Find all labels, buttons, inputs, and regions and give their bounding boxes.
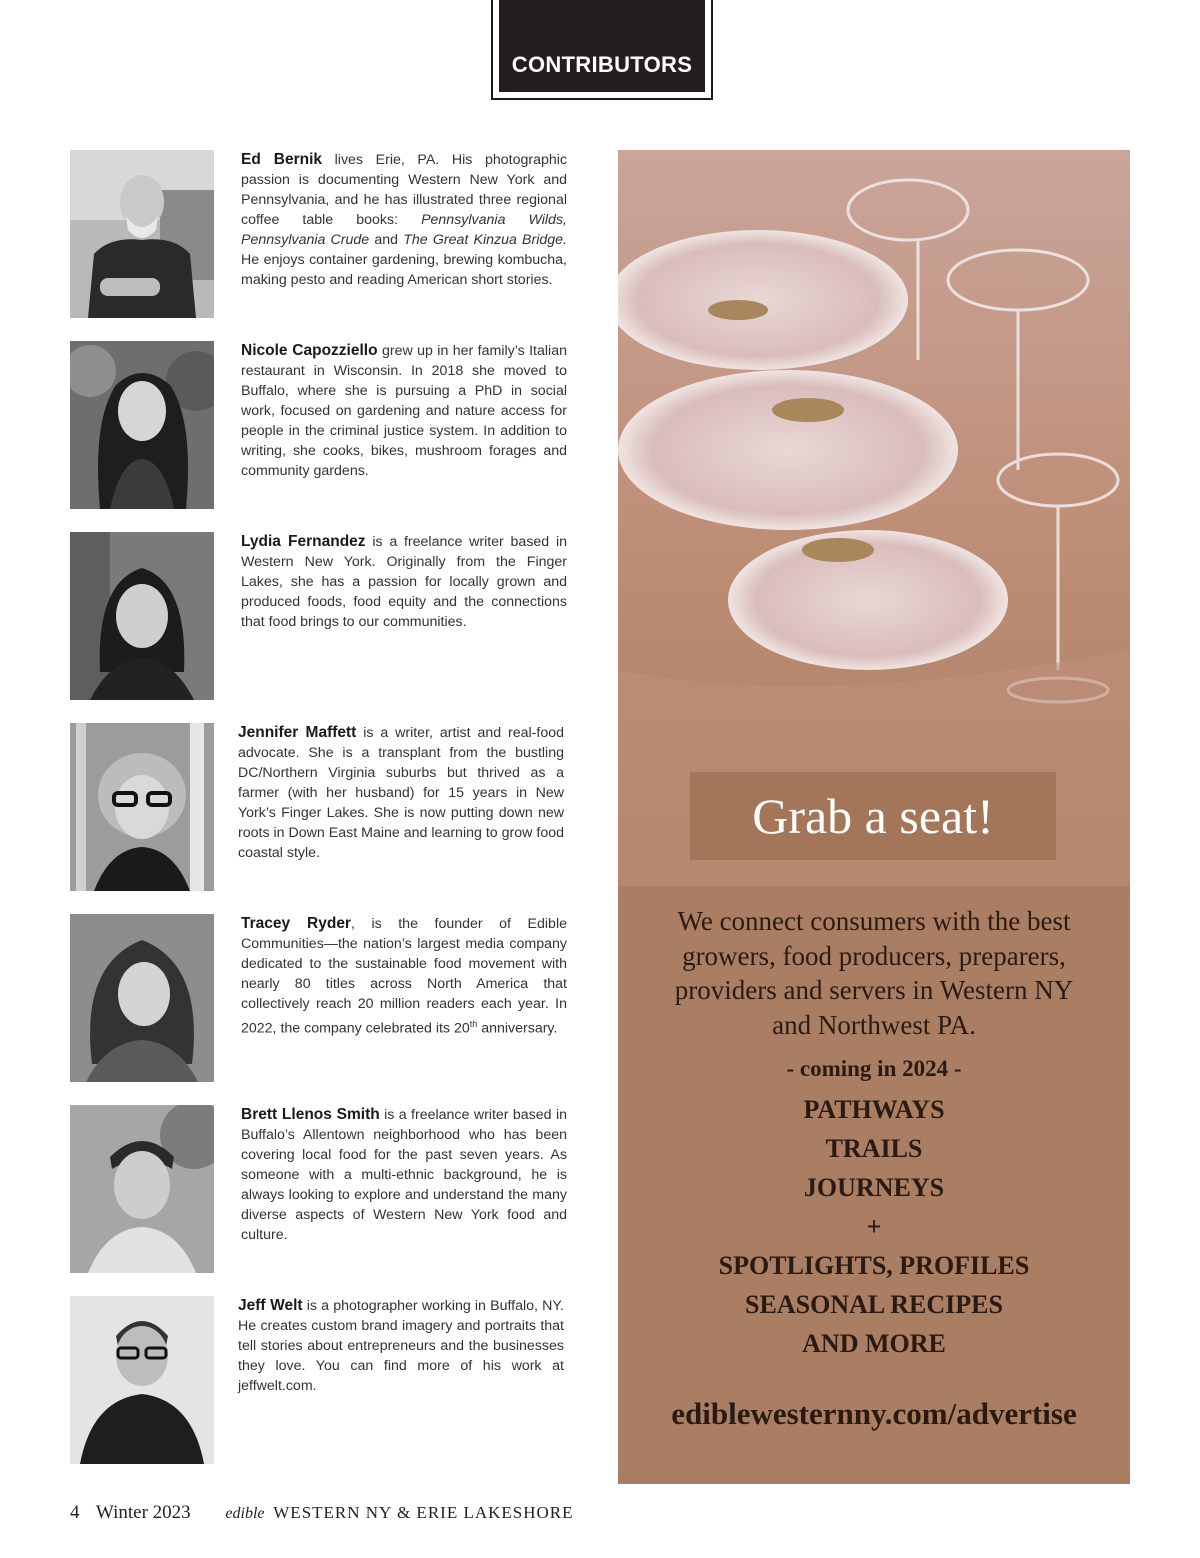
feature-item: + — [866, 1212, 882, 1241]
section-header — [499, 0, 705, 92]
contributor-name: Tracey Ryder — [241, 915, 351, 932]
feature-item: SPOTLIGHTS, PROFILES — [718, 1251, 1030, 1280]
portrait-photo — [70, 914, 214, 1082]
contributor-name: Nicole Capozziello — [241, 342, 378, 359]
contributor-name: Lydia Fernandez — [241, 533, 366, 550]
feature-item: PATHWAYS — [803, 1095, 945, 1124]
advertisement — [618, 150, 1130, 1484]
headline-banner: Grab a seat! — [690, 772, 1056, 860]
section-title: CONTRIBUTORS — [511, 52, 693, 77]
portrait-photo — [70, 1296, 214, 1464]
ad-description: We connect consumers with the best growers, food producers, preparers, providers and servers in Western NY and Northwest PA. — [674, 906, 1074, 1040]
contributor-bio: Jeff Welt is a photographer working in Buffalo, NY. He creates custom brand imagery and portraits that tell stories about entrepreneurs and the businesses they love. You can find more of his work at jeffwelt.com. — [238, 1297, 564, 1394]
feature-item: TRAILS — [825, 1134, 923, 1163]
contributor-name: Ed Bernik — [241, 151, 323, 168]
portrait-photo — [70, 341, 214, 509]
contributor-name: Jeff Welt — [238, 1297, 303, 1314]
feature-item: SEASONAL RECIPES — [745, 1290, 1003, 1319]
contributor-name: Jennifer Maffett — [238, 724, 357, 741]
magazine-name: WESTERN NY & ERIE LAKESHORE — [273, 1503, 574, 1522]
feature-list — [618, 1090, 1130, 1363]
contributor-bio: Tracey Ryder, is the founder of Edible Communities—the nation’s largest media company dedicated to the sustainable food movement with nearly 80 titles across North America that collectively reach 20 million readers each year. In 2022, the company celebrated its 20th anniversary. — [241, 915, 567, 1037]
ad-url-link[interactable]: ediblewesternny.com/advertise — [671, 1396, 1077, 1431]
contributor-bio: Nicole Capozziello grew up in her family’s Italian restaurant in Wisconsin. In 2018 she moved to Buffalo, where she is pursuing a PhD in social work, focused on gardening and nature access for people in the criminal justice system. In addition to writing, she cooks, bikes, mushroom forages and community gardens. — [241, 342, 567, 479]
brand-edible: edible — [225, 1505, 265, 1522]
contributor-bio: Jennifer Maffett is a writer, artist and real-food advocate. She is a transplant from the bustling DC/Northern Virginia suburbs but thrived as a farmer (with her husband) for 15 years in New York’s Finger Lakes. She is now putting down new roots in Down East Maine and learning to grow food coastal style. — [238, 724, 564, 861]
portrait-photo — [70, 723, 214, 891]
feature-item: AND MORE — [802, 1329, 946, 1358]
portrait-photo — [70, 1105, 214, 1273]
page-footer — [70, 1502, 574, 1524]
contributor-bio: Lydia Fernandez is a freelance writer based in Western New York. Originally from the Finger Lakes, she has a passion for locally grown and produced foods, food equity and the connections that food brings to our communities. — [241, 533, 568, 630]
portrait-photo — [70, 150, 214, 318]
contributor-bio: Ed Bernik lives Erie, PA. His photographic passion is documenting Western New York and Pennsylvania, and he has illustrated three regional coffee table books: Pennsylvania Wilds, Pennsylvania Crude and The Great Kinzua Bridge. He enjoys container gardening, brewing kombucha, making pesto and reading American short stories. — [241, 151, 567, 288]
feature-item: JOURNEYS — [803, 1173, 945, 1202]
page-number: 4 — [70, 1502, 80, 1523]
coming-soon-label: - coming in 2024 - — [786, 1056, 962, 1081]
portrait-photo — [70, 532, 214, 700]
contributor-name: Brett Llenos Smith — [241, 1106, 380, 1123]
issue-season: Winter 2023 — [95, 1502, 191, 1523]
ad-text-panel — [618, 886, 1130, 1484]
contributor-bio: Brett Llenos Smith is a freelance writer based in Buffalo’s Allentown neighborhood who has been covering local food for the past seven years. As someone with a multi-ethnic background, he is always looking to explore and understand the many diverse aspects of Western New York food and culture. — [241, 1106, 568, 1243]
